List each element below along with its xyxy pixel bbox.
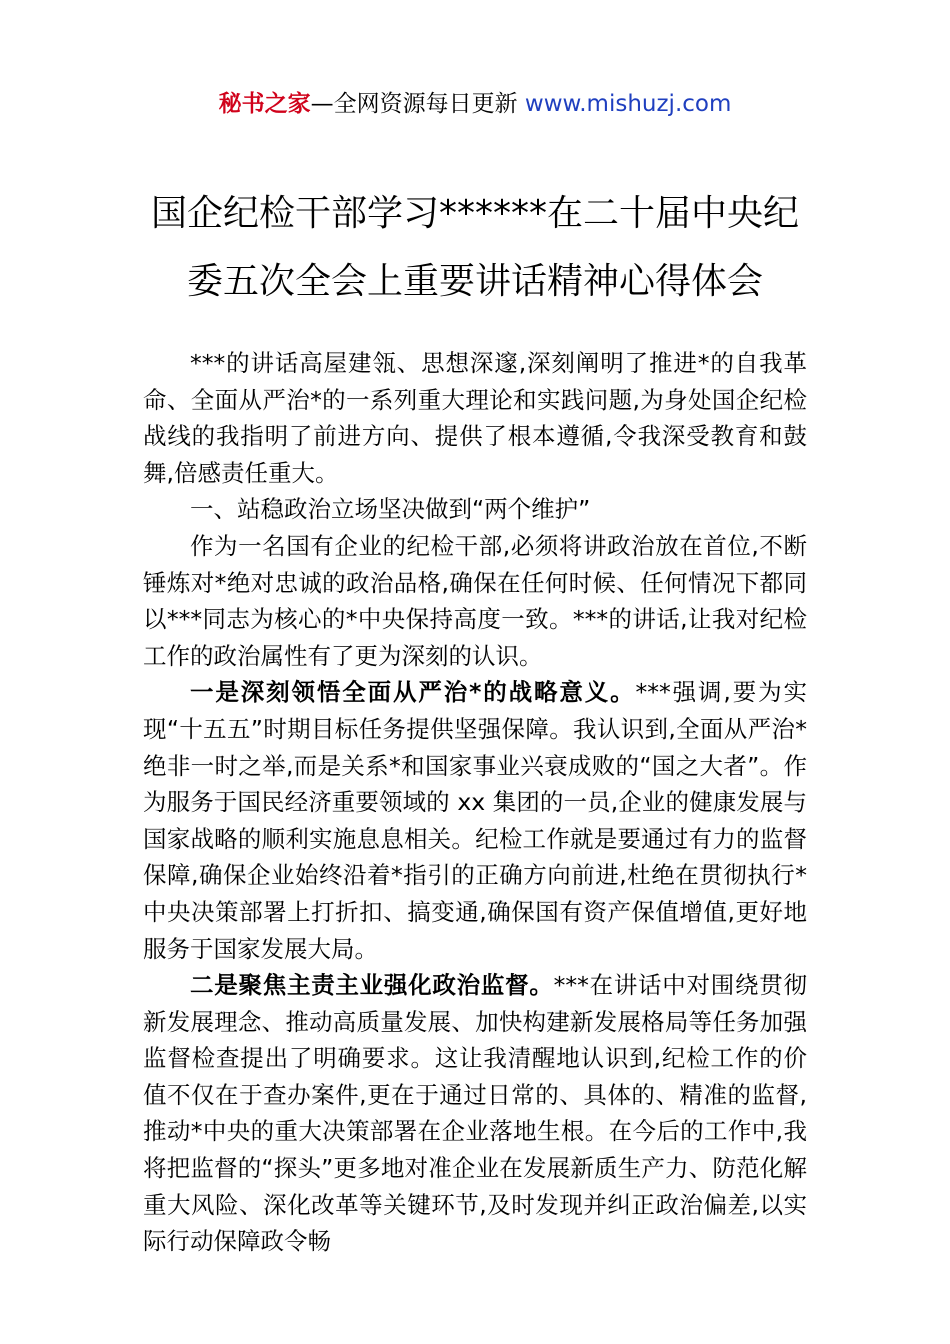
body-paragraph <box>143 967 807 1260</box>
document-body <box>143 345 807 1260</box>
site-url-link[interactable]: www.mishuzj.com <box>524 91 732 117</box>
title-line-1: 国企纪检干部学习******在二十届中央纪 <box>150 193 799 234</box>
point-heading: 一是深刻领悟全面从严治*的战略意义。 <box>190 678 636 707</box>
intro-paragraph <box>143 345 807 491</box>
paragraph-text: 作为一名国有企业的纪检干部,必须将讲政治放在首位,不断锤炼对*绝对忠诚的政治品格,确保在任何时候、任何情况下都同以***同志为核心的*中央保持高度一致。***的讲话,让我对纪检工作的政治属性有了更为深刻的认识。 <box>143 531 807 670</box>
paragraph-text: ***的讲话高屋建瓴、思想深邃,深刻阐明了推进*的自我革命、全面从严治*的一系列重大理论和实践问题,为身处国企纪检战线的我指明了前进方向、提供了根本遵循,令我深受教育和鼓舞,倍感责任重大。 <box>143 349 807 487</box>
brand-name: 秘书之家 <box>218 91 311 117</box>
body-paragraph <box>143 528 807 674</box>
section-heading <box>143 491 807 528</box>
body-paragraph <box>143 674 807 967</box>
header-slogan: —全网资源每日更新 <box>310 91 525 117</box>
paragraph-text: ***强调,要为实现“十五五”时期目标任务提供坚强保障。我认识到,全面从严治*绝非一时之举,而是关系*和国家事业兴衰成败的“国之大者”。作为服务于国民经济重要领域的 xx 集团的一员,企业的健康发展与国家战略的顺利实施息息相关。纪检工作就是要通过有力的监督保障,确保企业始终沿着*指引的正确方向前进,杜绝在贯彻执行*中央决策部署上打折扣、搞变通,确保国有资产保值增值,更好地服务于国家发展大局。 <box>143 678 807 963</box>
point-heading: 二是聚焦主责主业强化政治监督。 <box>190 971 554 1000</box>
document-title <box>100 180 850 316</box>
section-heading-text: 一、站稳政治立场坚决做到“两个维护” <box>190 495 591 524</box>
site-header <box>0 88 950 120</box>
title-line-2: 委五次全会上重要讲话精神心得体会 <box>186 261 763 302</box>
paragraph-text: ***在讲话中对围绕贯彻新发展理念、推动高质量发展、加快构建新发展格局等任务加强监督检查提出了明确要求。这让我清醒地认识到,纪检工作的价值不仅在于查办案件,更在于通过日常的、具体的、精准的监督,推动*中央的重大决策部署在企业落地生根。在今后的工作中,我将把监督的“探头”更多地对准企业在发展新质生产力、防范化解重大风险、深化改革等关键环节,及时发现并纠正政治偏差,以实际行动保障政令畅 <box>143 971 807 1256</box>
